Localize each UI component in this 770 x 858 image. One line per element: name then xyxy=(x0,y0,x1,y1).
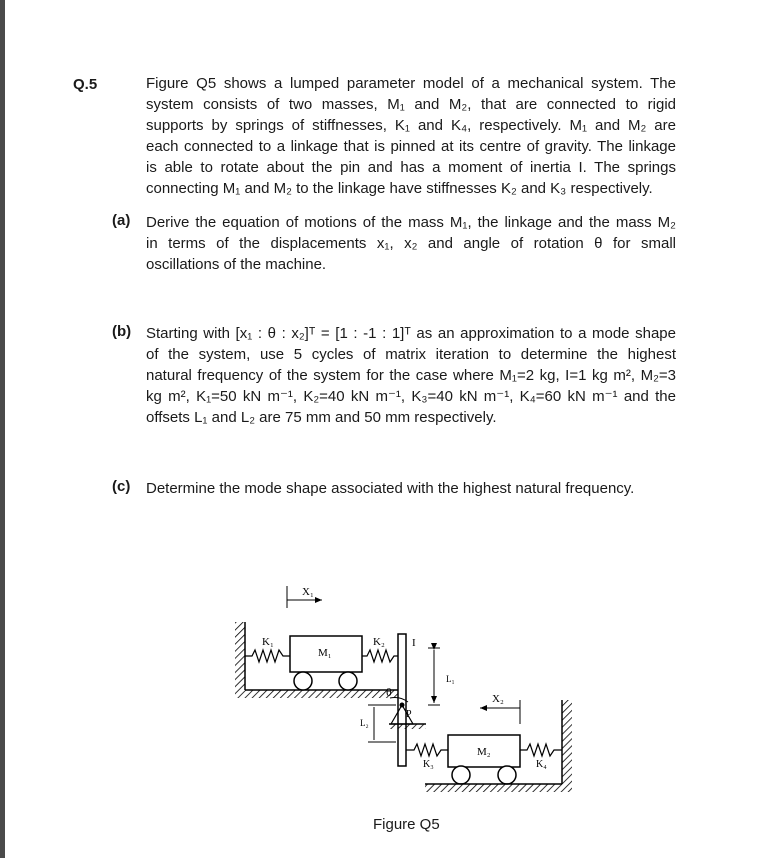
spring-k1 xyxy=(245,650,290,662)
part-b-line: kg m², K₁=50 kN m⁻¹, K₂=40 kN m⁻¹, K₃=40 kN m⁻¹, K₄=60 kN m⁻¹ and the xyxy=(146,388,676,405)
page-edge xyxy=(0,0,5,858)
part-b-line: natural frequency of the system for the case where M₁=2 kg, I=1 kg m², M₂=3 xyxy=(146,367,676,384)
upper-ground xyxy=(245,690,400,698)
pin-label: P xyxy=(406,709,412,720)
lower-ground xyxy=(425,784,562,792)
question-number: Q.5 xyxy=(73,76,98,93)
intro-line: system consists of two masses, M₁ and M₂, that are connected to rigid xyxy=(146,96,676,113)
intro-line: each connected to a linkage that is pinned at its centre of gravity. The linkage xyxy=(146,138,676,155)
right-wall xyxy=(562,700,572,792)
x2-label: X₂ xyxy=(492,693,504,705)
spring-k2 xyxy=(362,650,398,662)
part-a-text xyxy=(146,212,676,275)
part-c-text xyxy=(146,478,676,499)
intro-line: is able to rotate about the pin and has a moment of inertia I. The springs xyxy=(146,159,676,176)
part-c-line: Determine the mode shape associated with the highest natural frequency. xyxy=(146,480,635,497)
part-b-line: offsets L₁ and L₂ are 75 mm and 50 mm respectively. xyxy=(146,409,497,426)
k3-label: K₃ xyxy=(423,759,434,770)
pin-ground-hatch xyxy=(389,724,426,729)
theta-label: θ xyxy=(386,685,392,699)
k4-label: K₄ xyxy=(536,759,547,770)
pin xyxy=(400,703,405,708)
m1-label: M₁ xyxy=(318,647,332,659)
mechanical-system-diagram xyxy=(230,578,580,806)
l1-label: L₁ xyxy=(446,674,455,684)
spring-k3 xyxy=(406,744,448,756)
m1-wheel-left xyxy=(294,672,312,690)
part-b-label: (b) xyxy=(112,323,132,340)
part-c-label: (c) xyxy=(112,478,131,495)
question-intro xyxy=(146,73,676,199)
k2-label: K₂ xyxy=(373,636,385,648)
intro-line: supports by springs of stiffnesses, K₁ and K₄, respectively. M₁ and M₂ are xyxy=(146,117,676,134)
figure-caption: Figure Q5 xyxy=(373,816,440,833)
part-a-label: (a) xyxy=(112,212,131,229)
m2-label: M₂ xyxy=(477,746,491,758)
x1-label: X₁ xyxy=(302,586,314,598)
part-a-line: oscillations of the machine. xyxy=(146,256,327,273)
m2-wheel-left xyxy=(452,766,470,784)
m1-wheel-right xyxy=(339,672,357,690)
part-b-line: of the system, use 5 cycles of matrix iteration to determine the highest xyxy=(146,346,676,363)
part-a-line: Derive the equation of motions of the mass M₁, the linkage and the mass M₂ xyxy=(146,214,676,231)
part-a-line: in terms of the displacements x₁, x₂ and angle of rotation θ for small xyxy=(146,235,676,252)
left-wall xyxy=(235,622,245,698)
l2-label: L₂ xyxy=(360,718,369,728)
inertia-label: I xyxy=(412,637,416,649)
spring-k4 xyxy=(520,744,562,756)
intro-line: connecting M₁ and M₂ to the linkage have stiffnesses K₂ and K₃ respectively. xyxy=(146,180,653,197)
part-b-text xyxy=(146,323,676,428)
m2-wheel-right xyxy=(498,766,516,784)
intro-line: Figure Q5 shows a lumped parameter model of a mechanical system. The xyxy=(146,75,676,92)
part-b-line: Starting with [x₁ : θ : x₂]ᵀ = [1 : -1 : 1]ᵀ as an approximation to a mode shape xyxy=(146,325,676,342)
k1-label: K₁ xyxy=(262,636,274,648)
figure-q5 xyxy=(230,578,580,811)
